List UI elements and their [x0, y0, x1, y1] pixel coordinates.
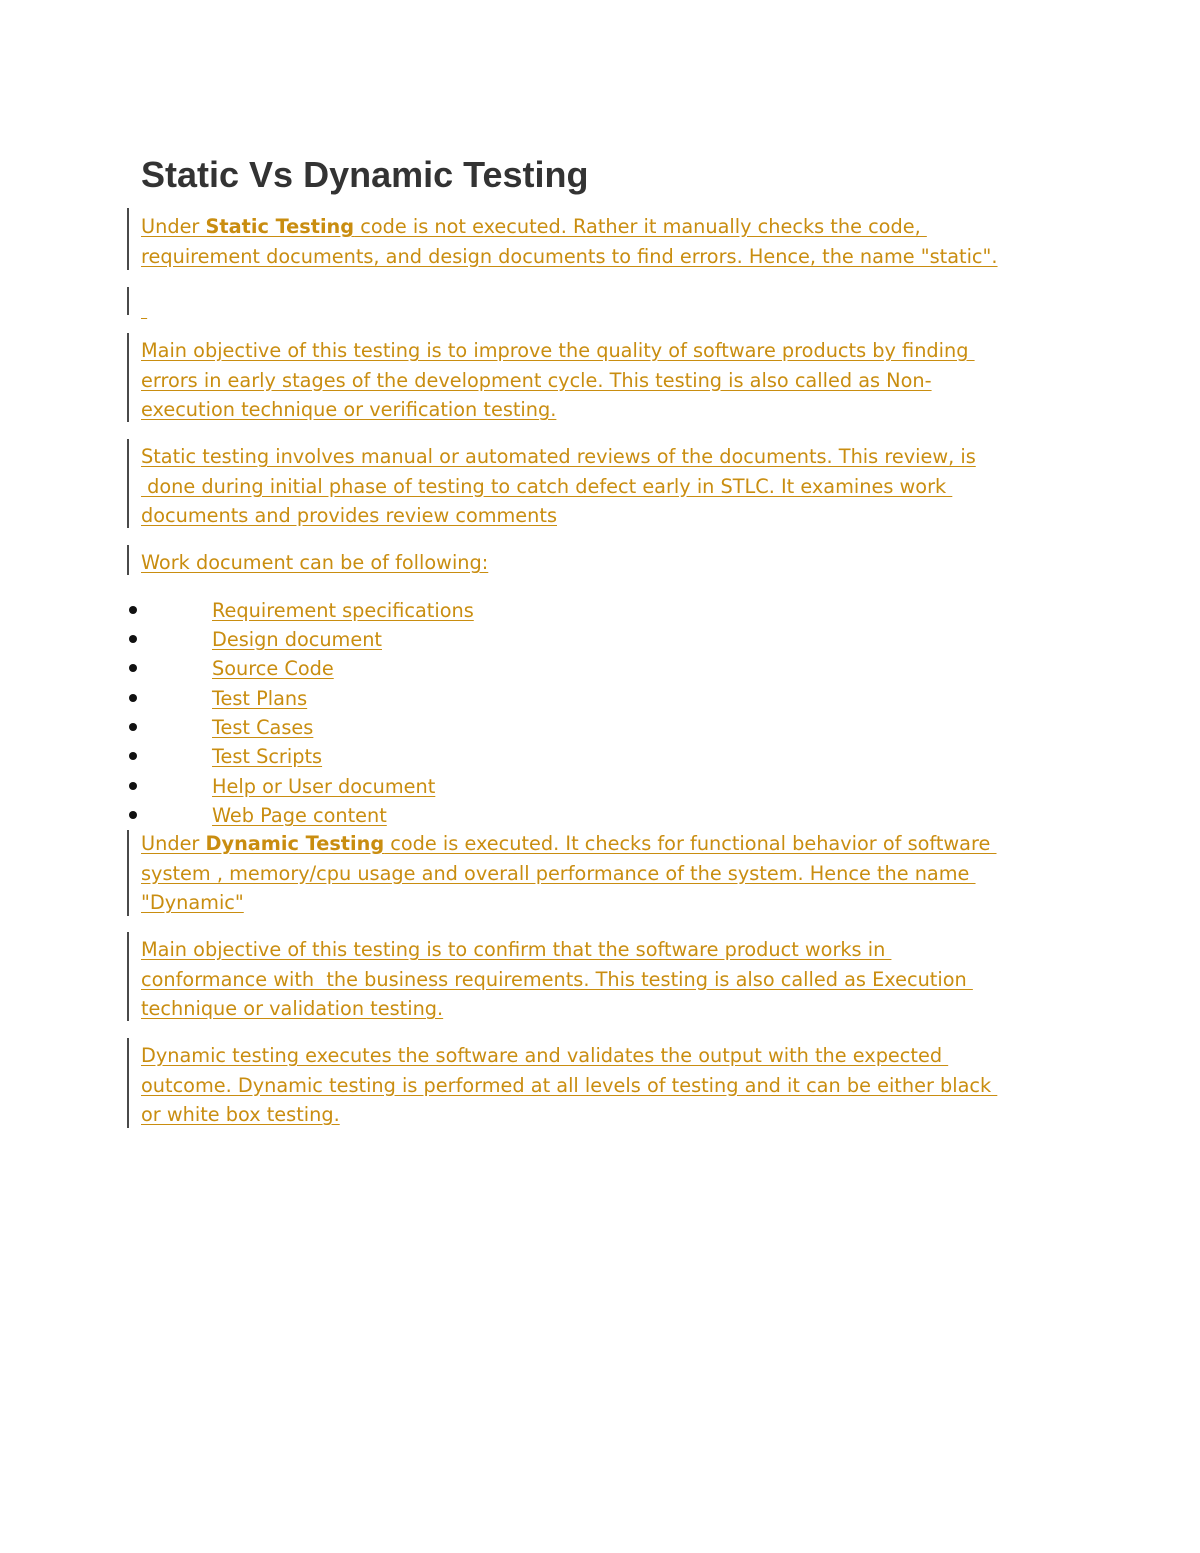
list-item-text — [212, 801, 459, 831]
text-line: "Dynamic" — [141, 891, 244, 915]
list-item — [129, 654, 1029, 684]
bullet-icon — [129, 723, 137, 731]
list-item-label: Web Page content — [212, 804, 387, 827]
revision-bar — [127, 208, 129, 270]
text-run: code is executed. It checks for functional behavior of software — [384, 832, 997, 855]
paragraph-work-document-intro — [141, 548, 488, 578]
list-item — [129, 801, 1029, 831]
bullet-icon — [129, 782, 137, 790]
list-item-text: Test Plans — [212, 687, 308, 710]
text-line: Main objective of this testing is to confirm that the software product works in — [141, 938, 892, 961]
bullet-icon — [129, 694, 137, 702]
revision-bar — [127, 830, 129, 916]
revision-bar — [127, 932, 129, 1021]
paragraph-dynamic-intro — [141, 829, 997, 918]
list-item — [129, 684, 1029, 714]
paragraph-dynamic-levels — [141, 1041, 997, 1130]
page-title: Static Vs Dynamic Testing — [141, 154, 589, 195]
list-item-text: Requirement specifications — [212, 599, 474, 622]
revision-bar — [127, 333, 129, 422]
revision-bar — [127, 287, 129, 315]
paragraph-static-intro — [141, 212, 998, 271]
bullet-icon — [129, 811, 137, 819]
paragraph-empty — [141, 294, 147, 324]
text-line: errors in early stages of the development cycle. This testing is also called as Non- — [141, 368, 932, 392]
text-line: technique or validation testing. — [141, 997, 444, 1021]
bullet-icon — [129, 664, 137, 672]
text-line — [141, 294, 147, 324]
text-line: Static testing involves manual or automated reviews of the documents. This review, is — [141, 445, 976, 468]
text-line: conformance with the business requirements. This testing is also called as Execution — [141, 967, 973, 991]
paragraph-dynamic-objective — [141, 935, 973, 1024]
bold-term-dynamic-testing: Dynamic Testing — [205, 832, 385, 855]
text-line: or white box testing. — [141, 1103, 340, 1127]
bold-term-static-testing: Static Testing — [205, 215, 355, 238]
list-item-text: Design document — [212, 628, 382, 651]
text-run: Under — [141, 215, 206, 238]
text-run: code is not executed. Rather it manually checks the code, — [354, 215, 927, 238]
text-line: Main objective of this testing is to improve the quality of software products by finding — [141, 339, 975, 362]
revision-bar — [127, 545, 129, 575]
text-line: documents and provides review comments — [141, 504, 557, 528]
list-item-text: Help or User document — [212, 775, 436, 798]
text-run: Under — [141, 832, 206, 855]
list-item-text: Test Cases — [212, 716, 314, 739]
paragraph-static-reviews — [141, 442, 976, 531]
text-line — [141, 212, 998, 242]
list-item — [129, 772, 1029, 802]
paragraph-static-objective — [141, 336, 975, 425]
list-item — [129, 713, 1029, 743]
text-line: requirement documents, and design documents to find errors. Hence, the name "static". — [141, 244, 998, 268]
list-item-text: Test Scripts — [212, 745, 323, 768]
list-item-text: Source Code — [212, 657, 334, 680]
text-line: Dynamic testing executes the software and validates the output with the expected — [141, 1044, 949, 1067]
text-line: Work document can be of following: — [141, 551, 489, 574]
bullet-icon — [129, 635, 137, 643]
bullet-icon — [129, 752, 137, 760]
text-line: done during initial phase of testing to catch defect early in STLC. It examines work — [141, 474, 953, 498]
revision-bar — [127, 1038, 129, 1128]
text-line: system , memory/cpu usage and overall performance of the system. Hence the name — [141, 861, 976, 885]
list-item — [129, 596, 1029, 626]
text-line: outcome. Dynamic testing is performed at all levels of testing and it can be either black — [141, 1073, 998, 1097]
revision-bar — [127, 439, 129, 528]
text-line: execution technique or verification testing. — [141, 398, 557, 422]
list-item — [129, 742, 1029, 772]
text-line — [141, 829, 997, 859]
bullet-icon — [129, 606, 137, 614]
list-item — [129, 625, 1029, 655]
